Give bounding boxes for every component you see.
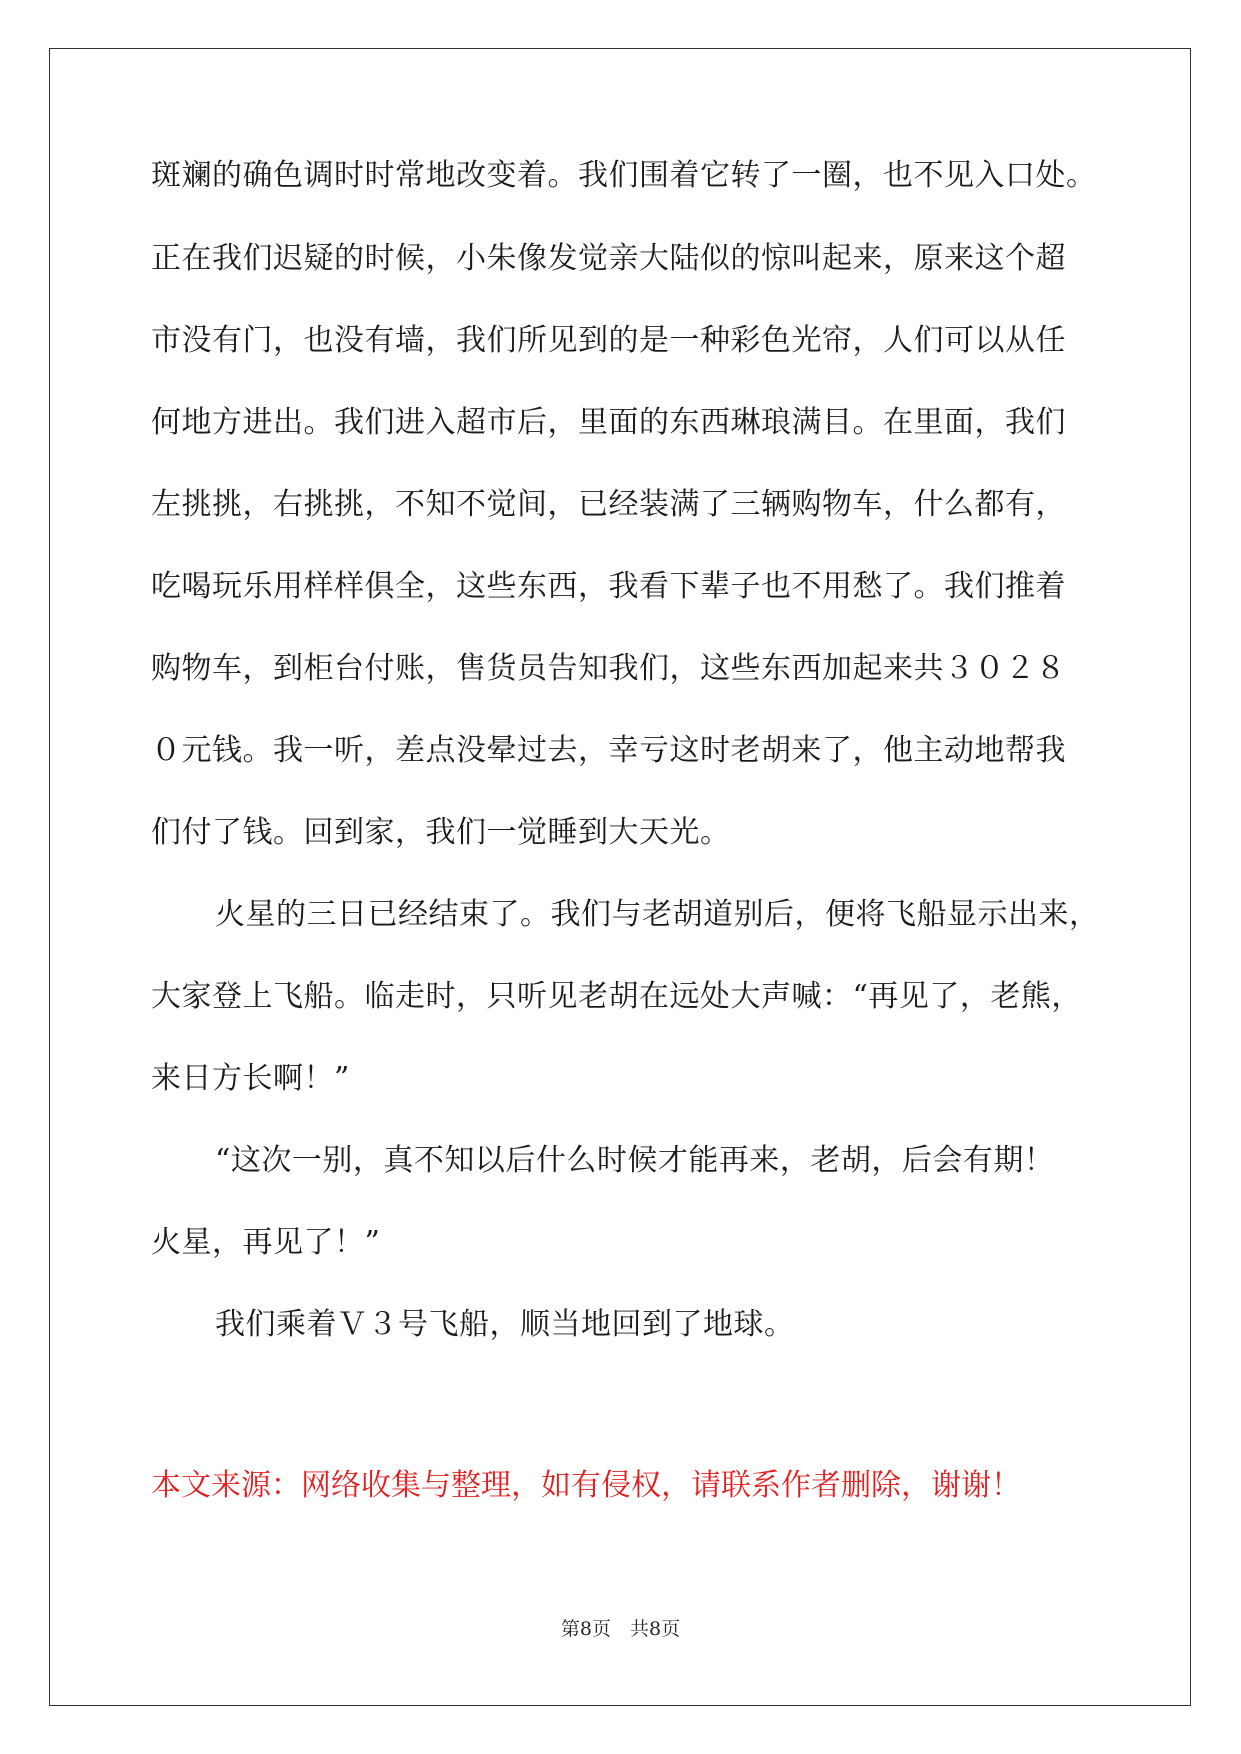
paragraph-start-line: “这次一别，真不知以后什么时候才能再来，老胡，后会有期！ <box>215 1143 1055 1178</box>
body-text-line: 正在我们迟疑的时候，小朱像发觉亲大陆似的惊叫起来，原来这个超 <box>151 241 1066 276</box>
body-text-line: 市没有门，也没有墙，我们所见到的是一种彩色光帘，人们可以从任 <box>151 323 1066 358</box>
body-text-line: 左挑挑，右挑挑，不知不觉间，已经装满了三辆购物车，什么都有， <box>151 487 1066 522</box>
paragraph-start-line: 我们乘着Ｖ３号飞船，顺当地回到了地球。 <box>215 1307 795 1342</box>
body-text-line: 购物车，到柜台付账，售货员告知我们，这些东西加起来共３０２８ <box>151 651 1066 686</box>
body-text-line: 火星，再见了！” <box>151 1225 381 1260</box>
body-text-line: 们付了钱。回到家，我们一觉睡到大天光。 <box>151 815 731 850</box>
source-disclaimer: 本文来源：网络收集与整理，如有侵权，请联系作者删除，谢谢！ <box>151 1468 1021 1503</box>
paragraph-start-line: 火星的三日已经结束了。我们与老胡道别后，便将飞船显示出来， <box>215 897 1100 932</box>
body-text-line: 斑斓的确色调时时常地改变着。我们围着它转了一圈，也不见入口处。 <box>151 158 1097 193</box>
body-text-line: 来日方长啊！” <box>151 1061 350 1096</box>
page-number-footer: 第8页 共8页 <box>560 1618 681 1640</box>
page-border <box>49 48 1191 1706</box>
body-text-line: ０元钱。我一听，差点没晕过去，幸亏这时老胡来了，他主动地帮我 <box>151 733 1066 768</box>
body-text-line: 何地方进出。我们进入超市后，里面的东西琳琅满目。在里面，我们 <box>151 405 1066 440</box>
body-text-line: 大家登上飞船。临走时，只听见老胡在远处大声喊：“再见了，老熊， <box>151 979 1082 1014</box>
body-text-line: 吃喝玩乐用样样俱全，这些东西，我看下辈子也不用愁了。我们推着 <box>151 569 1066 604</box>
